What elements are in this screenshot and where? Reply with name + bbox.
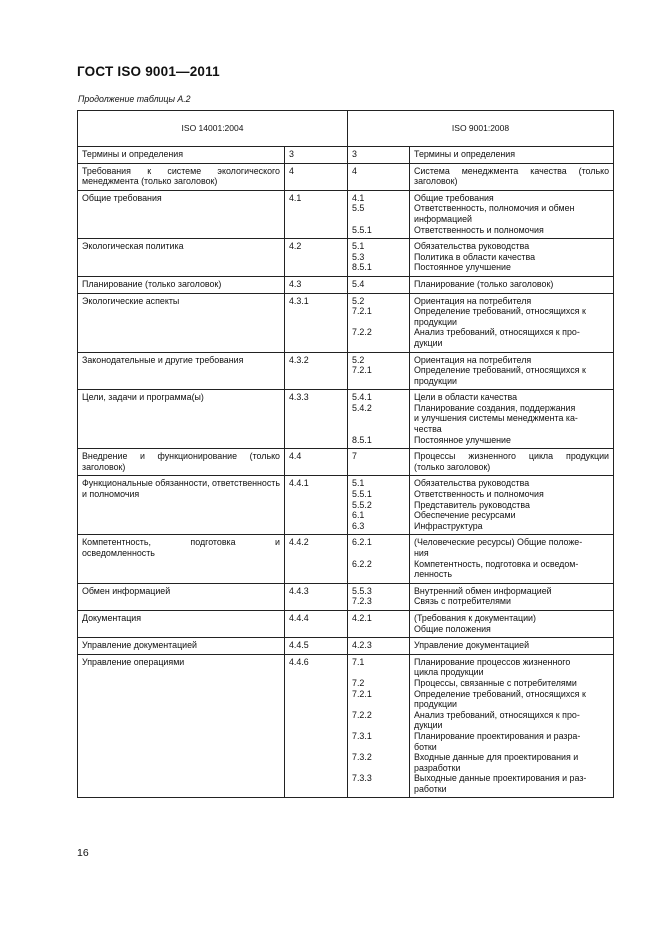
iso9001-term: Цели в области качества [414,392,518,403]
iso9001-terms [410,638,614,655]
iso9001-term: Планирование проектирования и разра- [414,730,581,741]
iso14001-term: Обмен информацией [78,583,285,610]
iso9001-clause: 5.2 [352,354,365,365]
iso9001-clause: 7.1 [352,656,365,667]
iso9001-term: Входные данные для проектирования и [414,752,579,763]
iso9001-term: и улучшения системы менеджмента ка- [414,413,578,424]
iso9001-term: ботки [414,741,437,752]
iso9001-clause [352,317,405,328]
header-iso9001: ISO 9001:2008 [348,111,614,147]
table-header-row [78,111,614,147]
iso9001-clause: 7.2.2 [352,327,372,338]
iso9001-terms [410,352,614,390]
iso9001-clauses [348,449,410,476]
iso9001-terms [410,610,614,637]
iso9001-clauses [348,293,410,352]
table-row [78,449,614,476]
iso9001-terms [410,190,614,238]
table-row [78,654,614,798]
iso9001-term: Планирование процессов жизненного [414,656,571,667]
iso9001-clauses [348,163,410,190]
iso9001-clause [352,624,405,635]
iso9001-clause: 4.2.1 [352,612,372,623]
iso9001-clauses [348,239,410,277]
iso9001-clause: 5.1 [352,241,365,252]
iso9001-clause: 5.1 [352,478,365,489]
table-row [78,163,614,190]
iso14001-clause: 4 [285,163,348,190]
iso9001-term: Процессы жизненного цикла продукции (только заголовок) [414,451,610,472]
iso9001-term: Анализ требований, относящихся к про- [414,327,580,338]
iso9001-clause: 7.2.1 [352,306,372,317]
iso9001-clauses [348,583,410,610]
iso9001-term: ния [414,548,429,558]
iso14001-clause: 4.4.2 [285,535,348,583]
iso9001-term: Ответственность и полномочия [414,489,544,500]
iso14001-clause: 4.4.1 [285,476,348,535]
page-number: 16 [77,847,89,859]
iso9001-term: Обязательства руководства [414,241,530,252]
iso9001-clause: 5.5.2 [352,499,372,510]
iso9001-term: Определение требований, относящихся к [414,306,586,317]
iso9001-term: работки [414,783,447,794]
iso9001-term: Определение требований, относящихся к [414,365,586,376]
iso9001-term: Постоянное улучшение [414,262,511,273]
iso9001-clauses [348,535,410,583]
iso14001-clause: 4.3.3 [285,390,348,449]
iso9001-clause: 7.2.2 [352,709,372,720]
iso14001-term: Компетентность, подготовка и осведомленность [78,535,285,583]
iso9001-terms [410,535,614,583]
iso9001-clause: 7.2.3 [352,596,372,607]
iso14001-clause: 4.2 [285,239,348,277]
iso9001-term: Процессы, связанные с потребителями [414,677,577,688]
iso9001-clause: 5.2 [352,295,365,306]
iso9001-term: Компетентность, подготовка и осведом- [414,558,579,569]
iso9001-term: продукции [414,316,457,327]
iso9001-term: (Человеческие ресурсы) Общие положе- [414,537,583,548]
iso9001-term: Выходные данные проектирования и раз- [414,773,587,784]
iso9001-clauses [348,476,410,535]
iso9001-term: продукции [414,699,457,710]
iso9001-term: Термины и определения [414,149,516,159]
iso9001-term: Ориентация на потребителя [414,354,532,365]
iso9001-term: Связь с потребителями [414,596,511,607]
iso9001-clauses [348,638,410,655]
iso14001-clause: 4.3 [285,276,348,293]
iso9001-terms [410,449,614,476]
iso14001-term: Законодательные и другие требования [78,352,285,390]
iso9001-clauses [348,610,410,637]
iso9001-clause: 8.5.1 [352,262,372,273]
iso9001-clause: 7 [352,451,357,462]
iso14001-term: Общие требования [78,190,285,238]
document-title: ГОСТ ISO 9001—2011 [77,64,220,79]
table-row [78,239,614,277]
iso9001-clause [352,376,405,387]
iso9001-terms [410,147,614,164]
header-iso14001: ISO 14001:2004 [78,111,348,147]
iso9001-term: Постоянное улучшение [414,434,511,445]
iso9001-term: Представитель руководства [414,499,530,510]
iso9001-clause: 4.2.3 [352,640,372,651]
iso9001-clause [352,569,405,580]
iso9001-terms [410,390,614,449]
table-row [78,583,614,610]
iso14001-clause: 4.4.4 [285,610,348,637]
iso9001-term: Ответственность, полномочия и обмен [414,203,575,214]
iso9001-term: Анализ требований, относящихся к про- [414,709,580,720]
iso14001-clause: 4.4 [285,449,348,476]
iso9001-term: продукции [414,375,457,386]
iso9001-term: Обязательства руководства [414,478,530,489]
iso9001-clause: 6.1 [352,510,365,521]
iso9001-terms [410,293,614,352]
iso9001-clause: 5.5 [352,203,365,214]
iso14001-clause: 4.4.6 [285,654,348,798]
iso9001-term: Политика в области качества [414,251,536,262]
iso9001-clause [352,338,405,349]
iso9001-clause: 7.3.2 [352,752,372,763]
iso9001-clause [352,699,405,710]
iso14001-clause: 4.3.2 [285,352,348,390]
table-row [78,610,614,637]
table-row [78,476,614,535]
iso9001-clause: 5.4.1 [352,392,372,403]
iso9001-clause: 5.5.1 [352,224,372,235]
iso9001-clause: 4 [352,165,357,176]
iso9001-clause: 5.5.1 [352,489,372,500]
iso14001-term: Экологическая политика [78,239,285,277]
iso9001-clause [352,424,405,435]
iso9001-term: цикла продукции [414,667,484,678]
iso14001-clause: 4.3.1 [285,293,348,352]
iso9001-clauses [348,276,410,293]
iso9001-term: чества [414,424,442,435]
table-row [78,390,614,449]
iso9001-clause [352,720,405,731]
iso9001-clauses [348,390,410,449]
iso9001-clauses [348,147,410,164]
iso14001-term: Цели, задачи и программа(ы) [78,390,285,449]
iso9001-term: дукции [414,720,443,731]
iso9001-clause: 6.2.1 [352,537,372,548]
iso9001-clause: 4.1 [352,192,365,203]
iso14001-clause: 3 [285,147,348,164]
iso9001-term: Планирование создания, поддержания [414,402,576,413]
iso9001-clause [352,784,405,795]
iso14001-term: Функциональные обязанности, ответственность и полномочия [78,476,285,535]
iso9001-clause: 5.3 [352,251,365,262]
table-row [78,190,614,238]
iso9001-terms [410,276,614,293]
iso14001-term: Управление операциями [78,654,285,798]
iso9001-term: Общие требования [414,192,494,203]
iso14001-term: Внедрение и функционирование (только заголовок) [78,449,285,476]
iso14001-term: Документация [78,610,285,637]
iso9001-clauses [348,654,410,798]
iso9001-clause: 7.2 [352,677,365,688]
iso9001-term: Планирование (только заголовок) [414,278,554,289]
iso9001-clause [352,214,405,225]
iso9001-term: ленность [414,569,452,580]
table-caption: Продолжение таблицы А.2 [78,94,191,104]
iso9001-clause: 6.3 [352,520,365,531]
iso9001-clause [352,548,405,559]
iso9001-clause [352,413,405,424]
iso9001-term: Определение требований, относящихся к [414,688,586,699]
iso14001-term: Требования к системе экологического менеджмента (только заголовок) [78,163,285,190]
iso9001-terms [410,583,614,610]
iso9001-term: Управление документацией [414,640,530,651]
iso14001-term: Экологические аспекты [78,293,285,352]
iso9001-clause [352,667,405,678]
iso9001-clause: 7.2.1 [352,688,372,699]
iso9001-clause: 6.2.2 [352,558,372,569]
iso9001-clause [352,763,405,774]
table-body [78,147,614,798]
iso9001-term: дукции [414,337,443,348]
iso9001-term: Система менеджмента качества (только заголовок) [414,165,610,187]
iso9001-term: Инфраструктура [414,520,483,531]
iso14001-clause: 4.1 [285,190,348,238]
iso9001-clause: 7.2.1 [352,365,372,376]
iso9001-term: Внутренний обмен информацией [414,585,552,596]
iso9001-clause: 8.5.1 [352,434,372,445]
iso14001-clause: 4.4.5 [285,638,348,655]
iso9001-term: Ответственность и полномочия [414,224,544,235]
iso9001-term: Ориентация на потребителя [414,295,532,306]
iso9001-clause: 5.5.3 [352,585,372,596]
iso9001-clauses [348,190,410,238]
iso9001-term: информацией [414,213,473,224]
correspondence-table [77,110,614,798]
table-row [78,638,614,655]
iso9001-clause: 3 [352,149,357,159]
iso9001-terms [410,239,614,277]
iso9001-clause: 7.3.1 [352,730,372,741]
iso9001-clause: 5.4.2 [352,402,372,413]
table-row [78,352,614,390]
iso9001-clause: 5.4 [352,278,365,289]
table-row [78,147,614,164]
iso9001-term: (Требования к документации) [414,612,536,623]
iso14001-term: Термины и определения [78,147,285,164]
iso9001-clause: 7.3.3 [352,773,372,784]
iso9001-clauses [348,352,410,390]
iso9001-term: Обеспечение ресурсами [414,510,516,521]
iso9001-term: Общие положения [414,623,491,634]
table-row [78,535,614,583]
table-row [78,293,614,352]
iso9001-terms [410,163,614,190]
iso9001-clause [352,742,405,753]
iso9001-term: разработки [414,762,461,773]
table-row [78,276,614,293]
iso14001-clause: 4.4.3 [285,583,348,610]
iso14001-term: Планирование (только заголовок) [78,276,285,293]
iso14001-term: Управление документацией [78,638,285,655]
iso9001-terms [410,476,614,535]
iso9001-terms [410,654,614,798]
